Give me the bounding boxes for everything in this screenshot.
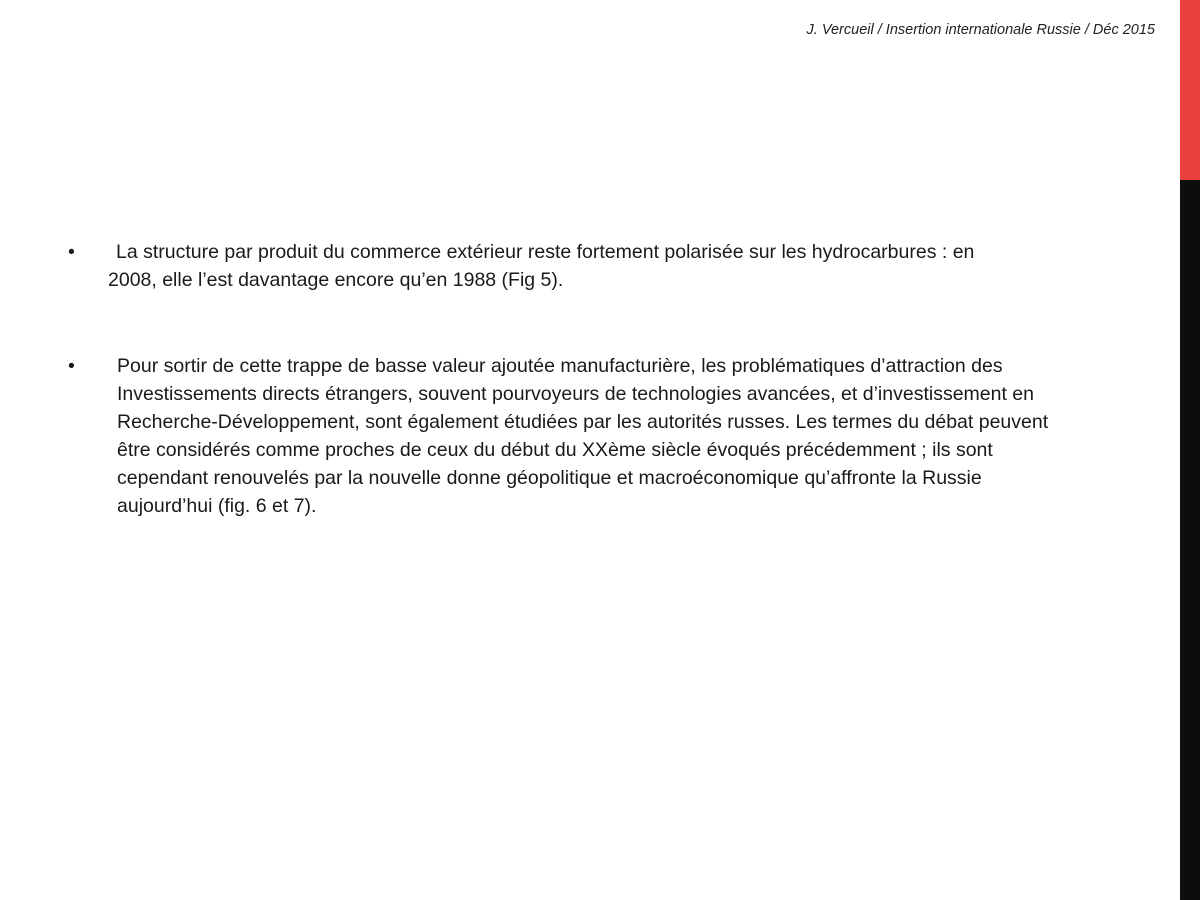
bullet-item-1 <box>68 238 998 294</box>
bullet-marker: • <box>68 241 75 263</box>
bullet-item-2 <box>68 352 1068 520</box>
side-accent-bar <box>1180 0 1200 900</box>
side-accent-bar-red <box>1180 0 1200 180</box>
header-note: J. Vercueil / Insertion internationale Russie / Déc 2015 <box>806 22 1155 38</box>
side-accent-bar-black <box>1180 180 1200 900</box>
bullet-text-2: Pour sortir de cette trappe de basse valeur ajoutée manufacturière, les problématiques d’attraction des Investissements directs étrangers, souvent pourvoyeurs de technologies avancées, et d’investissement en Recherche-Développement, sont également étudiées par les autorités russes. Les termes du débat peuvent être considérés comme proches de ceux du début du XXème siècle évoqués précédemment ; ils sont cependant renouvelés par la nouvelle donne géopolitique et macroéconomique qu’affronte la Russie aujourd’hui (fig. 6 et 7). <box>117 355 1049 517</box>
bullet-text-1: La structure par produit du commerce extérieur reste fortement polarisée sur les hydrocarbures : en 2008, elle l’est davantage encore qu’en 1988 (Fig 5). <box>108 241 975 291</box>
bullet-marker: • <box>68 355 75 377</box>
